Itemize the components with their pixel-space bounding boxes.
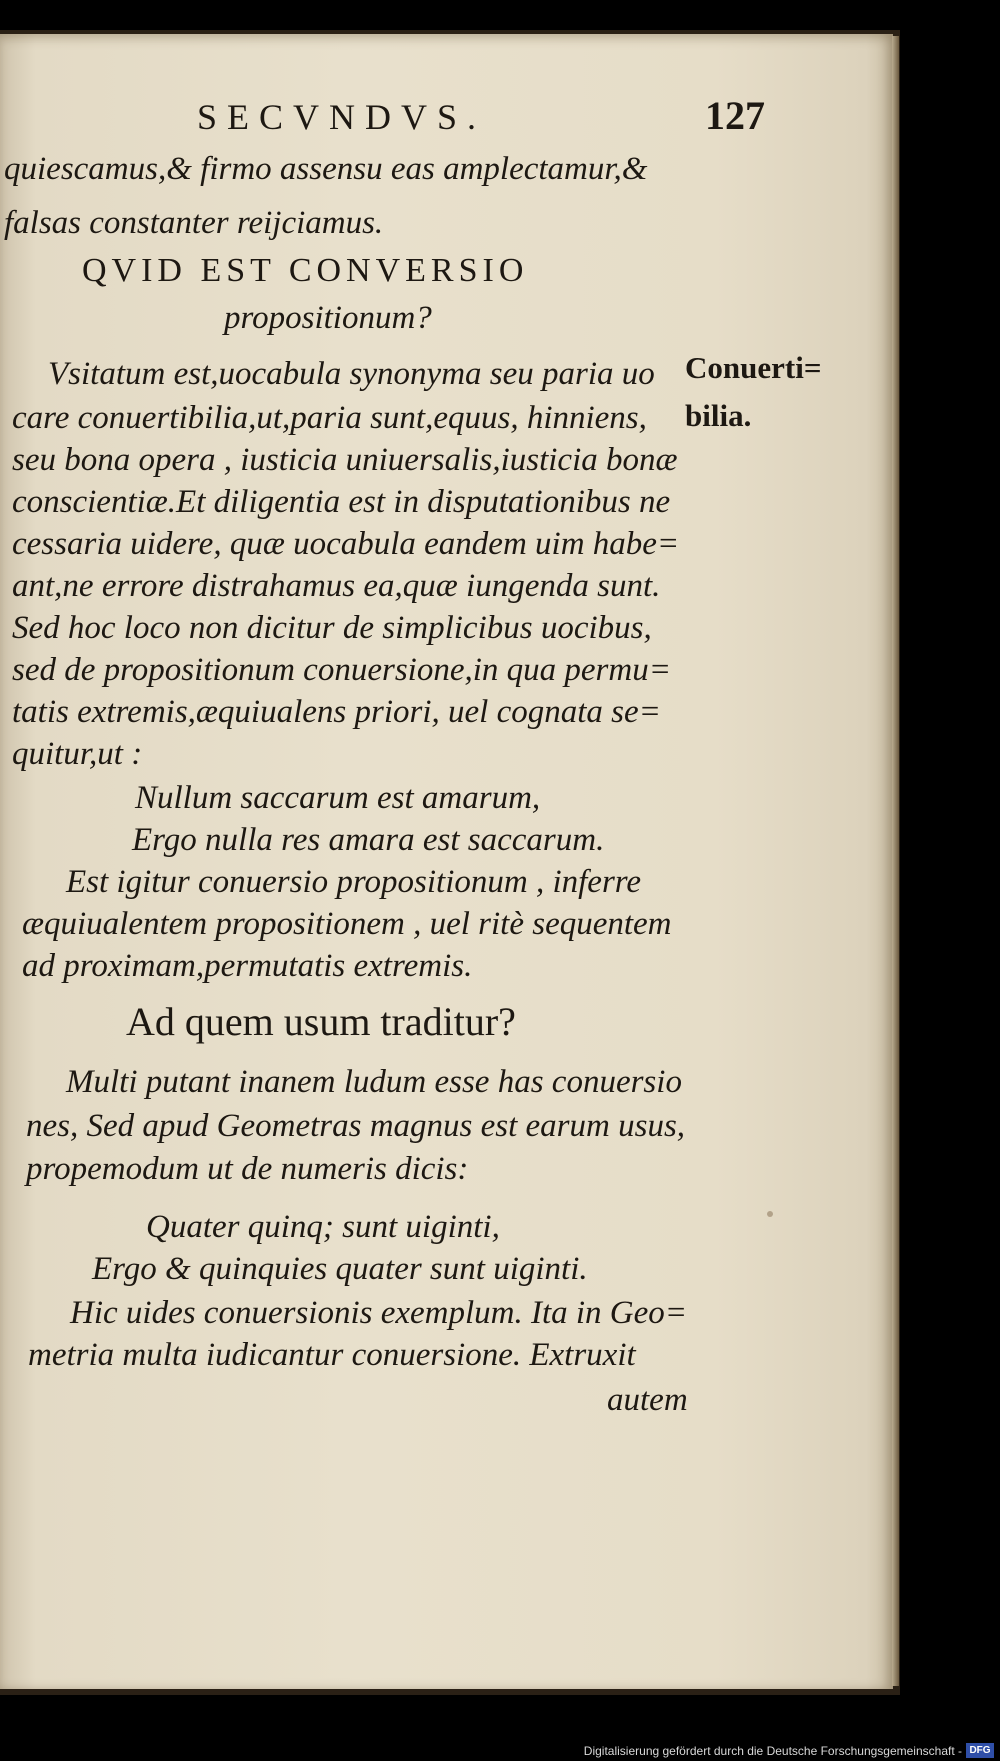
example-line: Ergo & quinquies quater sunt uiginti. xyxy=(92,1251,588,1287)
text-line: Sed hoc loco non dicitur de simplicibus uocibus, xyxy=(12,610,652,646)
text-line: cessaria uidere, quæ uocabula eandem uim habe= xyxy=(12,526,680,562)
funding-credit: Digitalisierung gefördert durch die Deutsche Forschungsgemeinschaft - xyxy=(583,1744,962,1758)
text-line: falsas constanter reijciamus. xyxy=(4,205,384,241)
section-heading-sub: propositionum? xyxy=(224,300,432,336)
text-line: ad proximam,permutatis extremis. xyxy=(22,948,473,984)
example-line: Nullum saccarum est amarum, xyxy=(135,780,541,816)
text-line: æquiualentem propositionem , uel ritè sequentem xyxy=(22,906,672,942)
text-line: sed de propositionum conuersione,in qua permu= xyxy=(12,652,671,688)
running-head: SECVNDVS. xyxy=(197,97,487,137)
text-line: nes, Sed apud Geometras magnus est earum usus, xyxy=(26,1108,686,1144)
example-line: Quater quinq; sunt uiginti, xyxy=(146,1209,500,1245)
text-line: ant,ne errore distrahamus ea,quæ iungenda sunt. xyxy=(12,568,661,604)
catchword: autem xyxy=(607,1382,688,1418)
stain-mark xyxy=(767,1211,773,1217)
dfg-logo: DFG xyxy=(966,1743,994,1758)
margin-note-line2: bilia. xyxy=(685,398,752,433)
section-heading: QVID EST CONVERSIO xyxy=(82,252,529,289)
text-line: metria multa iudicantur conuersione. Extruxit xyxy=(28,1337,636,1373)
text-line: propemodum ut de numeris dicis: xyxy=(26,1151,469,1187)
text-line: quitur,ut : xyxy=(12,736,143,772)
text-line: seu bona opera , iusticia uniuersalis,iusticia bonæ xyxy=(12,442,678,478)
example-line: Ergo nulla res amara est saccarum. xyxy=(132,822,605,858)
text-line: Multi putant inanem ludum esse has conuersio xyxy=(66,1064,682,1100)
text-line: Vsitatum est,uocabula synonyma seu paria uo xyxy=(48,356,655,392)
margin-note-line1: Conuerti= xyxy=(685,350,822,385)
text-line: care conuertibilia,ut,paria sunt,equus, hinniens, xyxy=(12,400,647,436)
text-line: quiescamus,& firmo assensu eas amplectamur,& xyxy=(4,151,648,187)
text-line: tatis extremis,æquiualens priori, uel cognata se= xyxy=(12,694,661,730)
text-line: Est igitur conuersio propositionum , inferre xyxy=(66,864,642,900)
text-line: Hic uides conuersionis exemplum. Ita in Geo= xyxy=(70,1295,688,1331)
section-heading: Ad quem usum traditur? xyxy=(126,999,516,1044)
page-number: 127 xyxy=(705,93,765,138)
text-line: conscientiæ.Et diligentia est in disputationibus ne xyxy=(12,484,671,520)
page-edge xyxy=(892,36,899,1686)
